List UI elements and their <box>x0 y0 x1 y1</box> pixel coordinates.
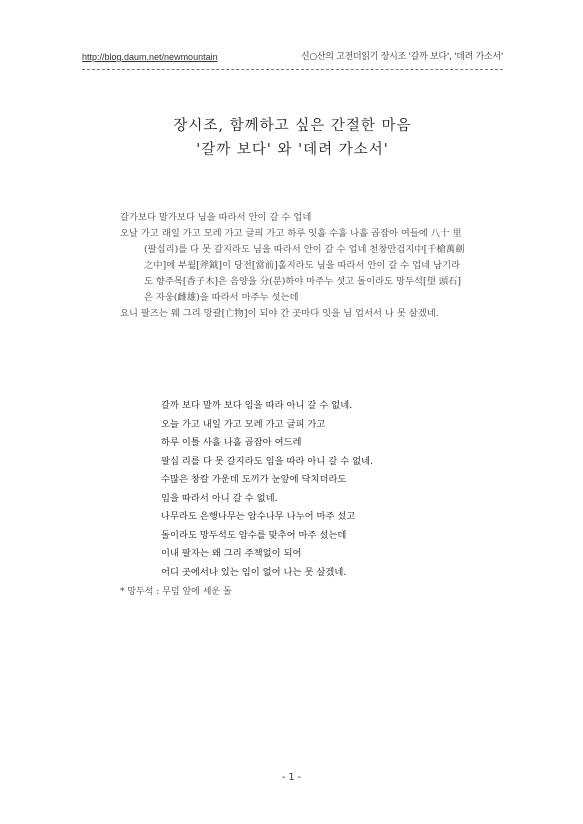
header-divider <box>82 69 503 70</box>
title-line-1: 장시조, 함께하고 싶은 간절한 마음 <box>173 118 412 134</box>
series-title: 신○산의 고전더읽기 장시조 '갈까 보다', '데려 가소서' <box>300 52 503 62</box>
translation-line: 팔십 리를 다 못 갈지라도 임을 따라 아니 갈 수 없네. <box>161 455 374 467</box>
translation-line: 나무라도 은행나무는 암수나무 나누어 마주 섰고 <box>161 511 356 522</box>
translation-line: 돌이라도 망두석도 암수를 맞추어 마주 섰는데 <box>161 529 347 541</box>
translation-line: 어디 곳에서나 있는 임이 없어 나는 못 살겠네. <box>161 566 347 578</box>
translation-line: 임을 따라서 아니 갈 수 없네. <box>161 492 278 504</box>
sijo-stanza-3: 요니 팔즈는 웨 그리 망괄[亡物]이 되야 간 곳마다 잇을 님 업서서 나 못 살겠네. <box>120 308 439 319</box>
footnote: * 망두석 : 무덤 앞에 세운 돌 <box>120 587 232 597</box>
sijo-stanza-1: 갈가보다 말가보다 님을 따라서 안이 갈 수 업네 <box>120 212 312 223</box>
translation-line: 이내 팔자는 왜 그리 주책없이 되어 <box>161 548 302 559</box>
translation-line: 하루 이틀 사흘 나흘 곱잡아 여드레 <box>161 437 302 448</box>
translation-line: 오늘 가고 내일 가고 모레 가고 글피 가고 <box>161 418 326 430</box>
page-header <box>82 52 503 63</box>
document-title <box>82 114 503 162</box>
translation-line: 수많은 창칼 가운데 도끼가 눈앞에 닥치더라도 <box>161 474 347 485</box>
page-number: - 1 - <box>282 772 301 783</box>
sijo-stanza-2: 오날 가고 래일 가고 모레 가고 글픠 가고 하루 잇흘 수흘 나흘 곱잡아 여들에 八十 里(팔십리)를 다 못 갈지라도 님을 따라서 안이 갈 수 업네 천창만검지中[千槍萬劍之中]에 부월[斧鉞]이 당전[當前]홀지라도 님을 따라서 안이 갈 수 업네 남기라도 향주목[香子木]은 음양을 分(분)하야 마주누 섯고 돌이라도 망두석[望 頭石]은 자웅(雌雄)을 따라서 마주누 섯는데 <box>120 228 465 303</box>
blog-url-link[interactable]: http://blog.daum.net/newmountain <box>82 52 218 62</box>
translation-line: 갈까 보다 말까 보다 임을 따라 아니 갈 수 없네. <box>161 400 353 411</box>
title-line-2: '갈까 보다' 와 '데려 가소서' <box>196 142 389 158</box>
modern-translation <box>161 397 461 582</box>
original-sijo-text <box>120 210 465 322</box>
